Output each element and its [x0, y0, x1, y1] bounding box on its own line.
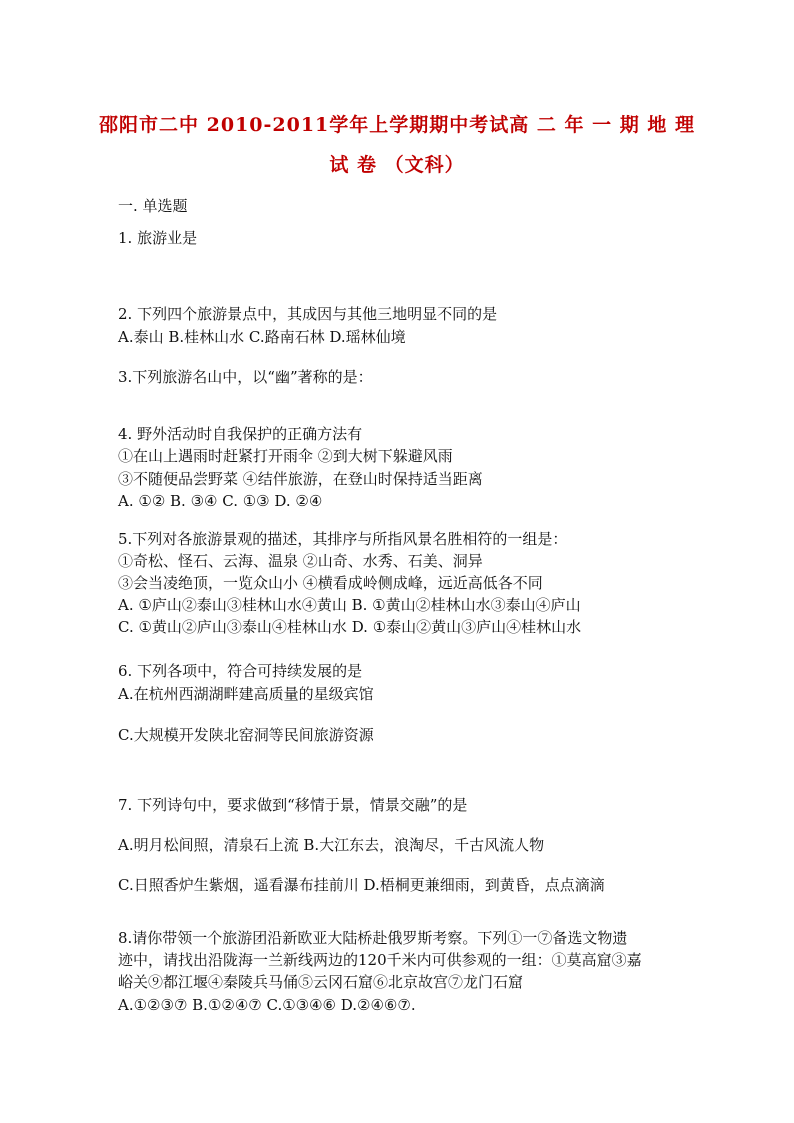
question-5-line1: ①奇松、怪石、云海、温泉 ②山奇、水秀、石美、洞异: [118, 552, 483, 570]
question-3-stem: 3.下列旅游名山中，以“幽”著称的是：: [118, 368, 373, 386]
question-6-option-a: A.在杭州西湖湖畔建高质量的星级宾馆: [118, 685, 374, 703]
question-7-options-cd: C.日照香炉生紫烟，遥看瀑布挂前川 D.梧桐更兼细雨，到黄昏，点点滴滴: [118, 876, 605, 894]
question-2-options: A.泰山 B.桂林山水 C.路南石林 D.瑶林仙境: [118, 328, 406, 346]
question-5-stem: 5.下列对各旅游景观的描述，其排序与所指风景名胜相符的一组是：: [118, 530, 568, 548]
question-7-stem: 7. 下列诗句中，要求做到“移情于景，情景交融”的是: [118, 796, 468, 814]
question-4-stem: 4. 野外活动时自我保护的正确方法有: [118, 425, 363, 443]
question-2-stem: 2. 下列四个旅游景点中，其成因与其他三地明显不同的是: [118, 305, 498, 323]
question-1-stem: 1. 旅游业是: [118, 229, 198, 247]
question-8-line2: 迹中，请找出沿陇海一兰新线两边的120千米内可供参观的一组：①莫高窟③嘉: [118, 951, 642, 969]
section-heading: 一. 单选题: [118, 197, 188, 215]
question-7-options-ab: A.明月松间照，清泉石上流 B.大江东去，浪淘尽，千古风流人物: [118, 836, 545, 854]
question-6-option-c: C.大规模开发陕北窑洞等民间旅游资源: [118, 726, 374, 744]
question-4-line2: ③不随便品尝野菜 ④结伴旅游，在登山时保持适当距离: [118, 470, 483, 488]
question-4-options: A. ①② B. ③④ C. ①③ D. ②④: [118, 492, 323, 510]
question-8-line3: 峪关⑨都江堰④秦陵兵马俑⑤云冈石窟⑥北京故宫⑦龙门石窟: [118, 973, 524, 991]
question-8-options: A.①②③⑦ B.①②④⑦ C.①③④⑥ D.②④⑥⑦.: [118, 996, 416, 1014]
question-6-stem: 6. 下列各项中，符合可持续发展的是: [118, 662, 363, 680]
question-4-line1: ①在山上遇雨时赶紧打开雨伞 ②到大树下躲避风雨: [118, 447, 453, 465]
question-5-line2: ③会当凌绝顶，一览众山小 ④横看成岭侧成峰，远近高低各不同: [118, 574, 543, 592]
exam-title-line1: 邵阳市二中 2010-2011学年上学期期中考试高 二 年 一 期 地 理: [99, 114, 695, 136]
question-8-line1: 8.请你带领一个旅游团沿新欧亚大陆桥赴俄罗斯考察。下列①一⑦备选文物遗: [118, 929, 628, 947]
question-5-options-ab: A. ①庐山②泰山③桂林山水④黄山 B. ①黄山②桂林山水③泰山④庐山: [118, 596, 581, 614]
question-5-options-cd: C. ①黄山②庐山③泰山④桂林山水 D. ①泰山②黄山③庐山④桂林山水: [118, 618, 582, 636]
exam-title-line2: 试 卷 （文科）: [329, 154, 465, 176]
